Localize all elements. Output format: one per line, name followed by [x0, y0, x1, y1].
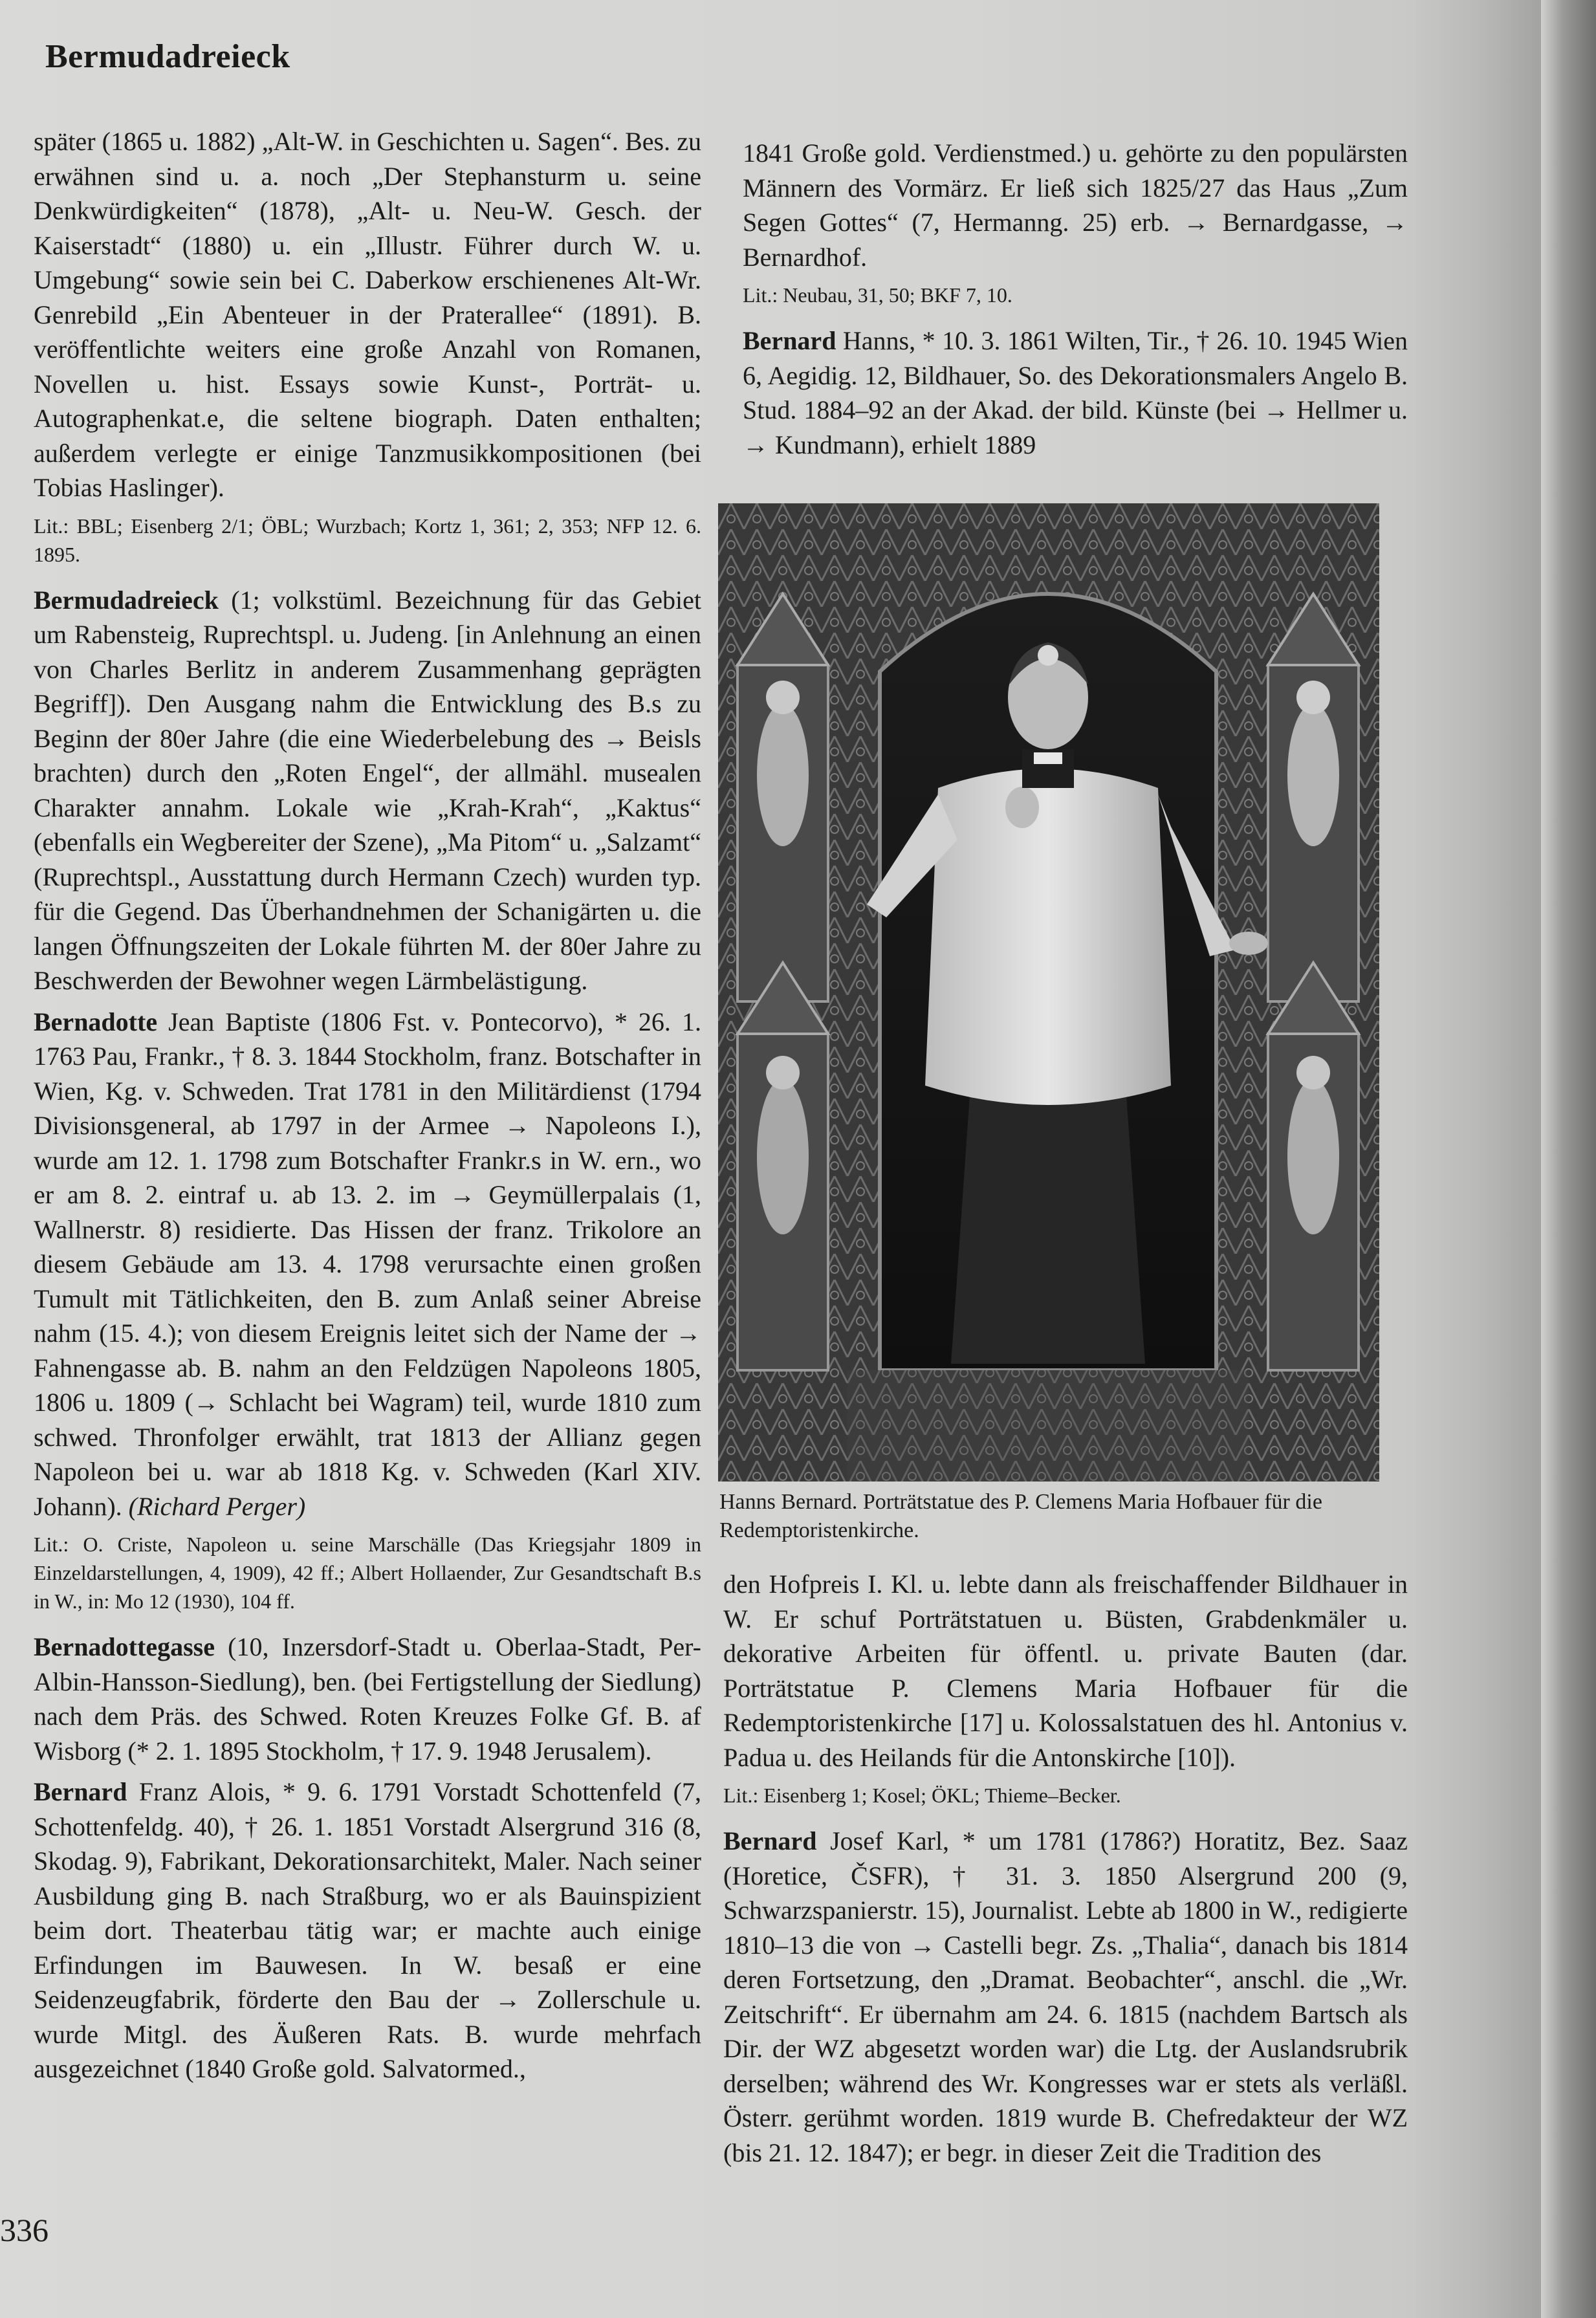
continuation-text: später (1865 u. 1882) „Alt-W. in Geschichten u. Sagen“. Bes. zu erwähnen sind u. a. noch „Der Stephansturm u. seine Denkwürdigkeiten“ (1878), „Alt- u. Neu-W. Gesch. der Kaiserstadt“ (1880) u. ein „Illustr. Führer durch W. u. Umgebung“ sowie sein bei C. Daberkow erschienenes Alt-Wr. Genrebild „Ein Abenteuer in der Praterallee“ (1891). B. veröffentlichte weiters eine große Anzahl von Romanen, Novellen u. hist. Essays sowie Kunst-, Porträt- u. Autographenkat.e, die seltene biograph. Daten enthalten; außerdem verlegte er einige Tanzmusikkompositionen (bei Tobias Haslinger). — [34, 127, 701, 502]
left-column — [34, 124, 701, 2093]
right-column-top — [743, 136, 1408, 468]
running-head: Bermudadreieck — [45, 38, 290, 75]
figure-caption: Hanns Bernard. Porträtstatue des P. Clemens Maria Hofbauer für die Redemptoristenkirche. — [719, 1490, 1322, 1542]
entry-headword: Bernadottegasse — [34, 1632, 215, 1661]
literature-reference: Lit.: Eisenberg 1; Kosel; ÖKL; Thieme–Becker. — [723, 1784, 1121, 1807]
literature-reference: Lit.: O. Criste, Napoleon u. seine Marschälle (Das Kriegsjahr 1809 in Einzeldarstellungen, 4, 1909), 42 ff.; Albert Hollaender, Zur Gesandtschaft B.s in W., in: Mo 12 (1930), 104 ff. — [34, 1533, 701, 1613]
entry-headword: Bernard — [723, 1826, 817, 1855]
book-gutter — [1541, 0, 1596, 2318]
continuation-text: 1841 Große gold. Verdienstmed.) u. gehörte zu den populärsten Männern des Vormärz. Er ließ sich 1825/27 das Haus „Zum Segen Gottes“ (7, Hermanng. 25) erb. → Bernardgasse, → Bernardhof. — [743, 138, 1408, 272]
entry-headword: Bernadotte — [34, 1007, 158, 1036]
entry-text: (1; volkstüml. Bezeichnung für das Gebiet um Rabensteig, Ruprechtspl. u. Judeng. [in Anlehnung an einen von Charles Berlitz in anderem Zusammenhang geprägten Begriff]). Den Ausgang nahm die Entwicklung des B.s zu Beginn der 80er Jahre (die eine Wiederbelebung des → Beisls brachten) durch den „Roten Engel“, der allmähl. musealen Charakter annahm. Lokale wie „Krah-Krah“, „Kaktus“ (ebenfalls ein Wegbereiter der Szene), „Ma Pitom“ u. „Salzamt“ (Ruprechtspl., Ausstattung durch Hermann Czech) wurden typ. für die Gegend. Das Überhandnehmen der Schanigärten u. die langen Öffnungszeiten der Lokale führten M. der 80er Jahre zu Beschwerden der Bewohner wegen Lärmbelästigung. — [34, 585, 701, 995]
entry-bernadotte — [34, 1005, 701, 1524]
entry-bernard-josef-karl — [723, 1824, 1408, 2170]
literature-reference: Lit.: Neubau, 31, 50; BKF 7, 10. — [743, 283, 1012, 307]
entry-author: (Richard Perger) — [128, 1491, 306, 1521]
right-column-bottom — [723, 1567, 1408, 2176]
entry-headword: Bermudadreieck — [34, 585, 219, 615]
entry-bernard-hanns — [743, 323, 1408, 462]
entry-text: Hanns, * 10. 3. 1861 Wilten, Tir., † 26. 10. 1945 Wien 6, Aegidig. 12, Bildhauer, So. des Dekorationsmalers Angelo B. Stud. 1884–92 an der Akad. der bild. Künste (bei → Hellmer u. → Kundmann), erhielt 1889 — [743, 326, 1408, 459]
entry-text: Josef Karl, * um 1781 (1786?) Horatitz, Bez. Saaz (Horetice, ČSFR), † 31. 3. 1850 Alsergrund 200 (9, Schwarzspanierstr. 15), Journalist. Lebte ab 1800 in W., redigierte 1810–13 die von → Castelli begr. Zs. „Thalia“, danach bis 1814 deren Fortsetzung, den „Dramat. Beobachter“, anschl. die „Wr. Zeitschrift“. Er übernahm am 24. 6. 1815 (nachdem Bartsch als Dir. der WZ abgesetzt worden war) die Ltg. der Auslandsrubrik derselben; während des Wr. Kongresses war er stets als verläßl. Österr. gerühmt worden. 1819 wurde B. Chefredakteur der WZ (bis 21. 12. 1847); er begr. in dieser Zeit die Tradition des — [723, 1826, 1408, 2167]
entry-text: (10, Inzersdorf-Stadt u. Oberlaa-Stadt, Per-Albin-Hansson-Siedlung), ben. (bei Fertigstellung der Siedlung) nach dem Präs. des Schwed. Roten Kreuzes Folke Gf. B. af Wisborg (* 2. 1. 1895 Stockholm, † 17. 9. 1948 Jerusalem). — [34, 1632, 701, 1766]
literature-reference: Lit.: BBL; Eisenberg 2/1; ÖBL; Wurzbach; Kortz 1, 361; 2, 353; NFP 12. 6. 1895. — [34, 514, 701, 566]
entry-headword: Bernard — [34, 1777, 127, 1806]
statue-photograph — [718, 503, 1379, 1482]
page-number: 336 — [0, 2212, 49, 2248]
continuation-text: den Hofpreis I. Kl. u. lebte dann als freischaffender Bildhauer in W. Er schuf Porträtstatuen u. Büsten, Grabdenkmäler u. dekorative Arbeiten für öffentl. u. private Bauten (dar. Porträtstatue P. Clemens Maria Hofbauer für die Redemptoristenkirche [17] u. Kolossalstatuen des hl. Antonius v. Padua u. des Heilands für die Antonskirche [10]). — [723, 1569, 1408, 1772]
entry-headword: Bernard — [743, 326, 836, 355]
entry-bermudadreieck — [34, 583, 701, 998]
entry-bernard-franz-alois — [34, 1775, 701, 2086]
entry-text: Jean Baptiste (1806 Fst. v. Pontecorvo), * 26. 1. 1763 Pau, Frankr., † 8. 3. 1844 Stockholm, franz. Botschafter in Wien, Kg. v. Schweden. Trat 1781 in den Militärdienst (1794 Divisionsgeneral, ab 1797 in der Armee → Napoleons I.), wurde am 12. 1. 1798 zum Botschafter Frankr.s in W. ern., wo er am 8. 2. eintraf u. ab 13. 2. im → Geymüllerpalais (1, Wallnerstr. 8) residierte. Das Hissen der franz. Trikolore an diesem Gebäude am 13. 4. 1798 verursachte einen großen Tumult mit Tätlichkeiten, den B. zum Anlaß seiner Abreise nahm (15. 4.); von diesem Ereignis leitet sich der Name der → Fahnengasse ab. B. nahm an den Feldzügen Napoleons 1805, 1806 u. 1809 (→ Schlacht bei Wagram) teil, wurde 1810 zum schwed. Thronfolger erwählt, trat 1813 der Allianz gegen Napoleon bei u. war ab 1818 Kg. v. Schweden (Karl XIV. Johann). — [34, 1007, 701, 1521]
entry-bernadottegasse — [34, 1630, 701, 1768]
entry-text: Franz Alois, * 9. 6. 1791 Vorstadt Schottenfeld (7, Schottenfeldg. 40), † 26. 1. 1851 Vorstadt Alsergrund 316 (8, Skodag. 9), Fabrikant, Dekorationsarchitekt, Maler. Nach seiner Ausbildung ging B. nach Straßburg, wo er als Bauinspizient beim dort. Theaterbau tätig war; er machte auch einige Erfindungen im Bauwesen. In W. besaß er eine Seidenzeugfabrik, förderte den Bau der → Zollerschule u. wurde Mitgl. des Äußeren Rats. B. wurde mehrfach ausgezeichnet (1840 Große gold. Salvatormed., — [34, 1777, 701, 2083]
